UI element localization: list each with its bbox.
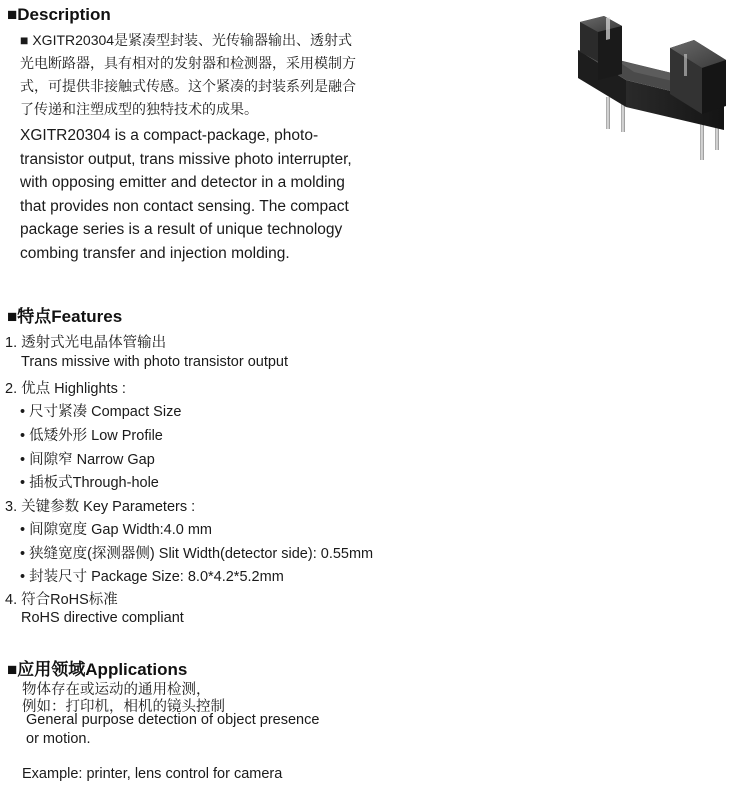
description-en-line: transistor output, trans missive photo interrupter, [20, 150, 352, 168]
description-en-line: with opposing emitter and detector in a molding [20, 174, 345, 191]
highlight-item: • 间隙窄 Narrow Gap [20, 452, 155, 468]
feature-item-4-en: RoHS directive compliant [21, 610, 184, 626]
applications-zh-line: 例如：打印机，相机的镜头控制 [22, 699, 225, 715]
applications-example: Example: printer, lens control for camera [22, 766, 283, 782]
heading-square-mark: ■ [7, 660, 18, 679]
feature-item-3: 3. 关键参数 Key Parameters : [5, 499, 196, 515]
applications-en-line: General purpose detection of object presence [26, 712, 320, 728]
parameter-item: • 间隙宽度 Gap Width:4.0 mm [20, 522, 213, 538]
heading-square-mark: ■ [7, 307, 18, 326]
description-en-line: combing transfer and injection molding. [20, 244, 290, 262]
description-zh-line: 光电断路器，具有相对的发射器和检测器，采用模制方 [20, 55, 356, 71]
pin [621, 104, 625, 132]
feature-item-1: 1. 透射式光电晶体管输出 [5, 335, 167, 351]
description-heading-text: Description [17, 5, 111, 24]
applications-heading-zh: 应用领域 [17, 660, 86, 679]
photo-interrupter-image [566, 2, 736, 167]
heading-square-mark: ■ [7, 5, 18, 24]
description-zh-line: 了传递和注塑成型的独特技术的成果。 [20, 101, 258, 117]
feature-item-2: 2. 优点 Highlights : [5, 381, 126, 397]
description-zh-line: ■ XGITR20304是紧凑型封装、光传输器输出、透射式 [20, 32, 353, 48]
feature-item-1-en: Trans missive with photo transistor output [21, 354, 289, 370]
pin [700, 122, 704, 160]
highlight-item: • 低矮外形 Low Profile [20, 428, 163, 444]
applications-heading-en: Applications [85, 660, 188, 679]
features-heading-en: Features [51, 307, 123, 326]
description-zh-line: 式，可提供非接触式传感。这个紧凑的封装系列是融合 [20, 78, 356, 94]
description-zh [20, 29, 400, 121]
feature-item-4: 4. 符合RoHS标准 [5, 592, 118, 608]
applications-en-line: or motion. [26, 731, 91, 747]
description-en-line: package series is a result of unique technology [20, 221, 343, 238]
highlight-item: • 尺寸紧凑 Compact Size [20, 404, 182, 420]
pin [606, 97, 610, 129]
description-en-line: XGITR20304 is a compact-package, photo- [20, 127, 319, 144]
description-en-line: that provides non contact sensing. The compact [20, 197, 349, 215]
description-heading [7, 5, 111, 25]
parameter-item: • 封装尺寸 Package Size: 8.0*4.2*5.2mm [20, 569, 284, 585]
features-heading-zh: 特点 [17, 307, 52, 326]
applications-heading [7, 655, 187, 680]
parameter-item: • 狭缝宽度(探测器侧) Slit Width(detector side): 0.55mm [20, 546, 374, 562]
features-heading [7, 302, 122, 327]
highlight-item: • 插板式Through-hole [20, 475, 159, 491]
description-en [20, 124, 400, 265]
applications-zh-line: 物体存在或运动的通用检测， [22, 682, 211, 698]
